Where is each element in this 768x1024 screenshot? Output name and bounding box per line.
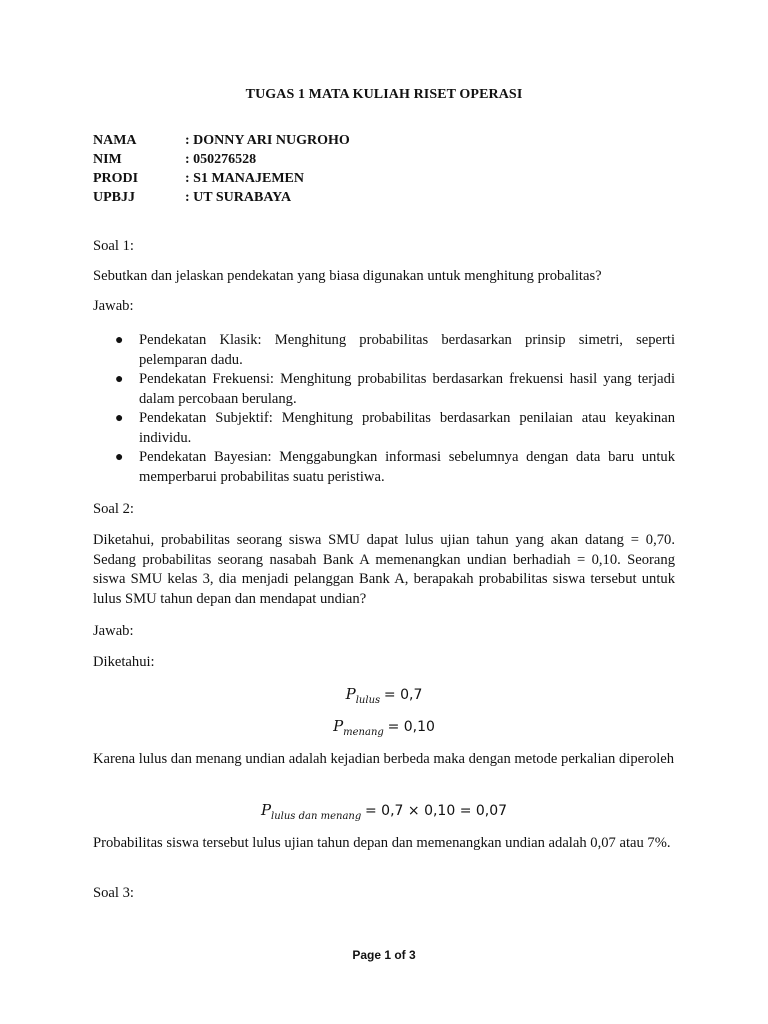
list-item-text: Pendekatan Bayesian: Menggabungkan informasi sebelumnya dengan data baru untuk memperbarui probabilitas suatu peristiwa. [139,449,675,485]
approach-list [93,331,675,487]
soal2-heading: Soal 2: [93,501,134,517]
soal3-heading: Soal 3: [93,885,134,901]
soal1-answer-label: Jawab: [93,298,134,314]
formula-symbol: P [260,801,272,819]
info-label: UPBJJ [93,190,135,205]
info-row-prodi [93,169,350,188]
document-title: TUGAS 1 MATA KULIAH RISET OPERASI [245,87,523,102]
list-item [93,331,675,370]
formula-symbol: P [333,717,344,735]
list-item [93,370,675,409]
bullet-icon: ● [115,372,124,387]
info-value: : S1 MANAJEMEN [185,171,304,186]
soal2-answer-label: Jawab: [93,623,134,639]
soal1-heading: Soal 1: [93,238,134,254]
formula-subscript: menang [343,727,384,738]
list-item-text: Pendekatan Frekuensi: Menghitung probabilitas berdasarkan frekuensi hasil yang terjadi dalam percobaan berulang. [139,371,675,407]
bullet-icon: ● [115,411,124,426]
info-value: : UT SURABAYA [185,190,292,205]
soal1-question: Sebutkan dan jelaskan pendekatan yang biasa digunakan untuk menghitung probalitas? [93,268,602,284]
info-row-nama [93,131,350,150]
info-label: NAMA [93,133,137,148]
formula-rhs: = 0,7 × 0,10 = 0,07 [365,803,508,819]
soal2-known-label: Diketahui: [93,654,155,670]
formula-subscript: lulus dan menang [271,811,362,822]
list-item-text: Pendekatan Klasik: Menghitung probabilitas berdasarkan prinsip simetri, seperti pelemparan dadu. [139,332,675,368]
soal2-question: Diketahui, probabilitas seorang siswa SMU dapat lulus ujian tahun yang akan datang = 0,70. Sedang probabilitas seorang nasabah Bank A memenangkan undian berhadiah = 0,10. Seorang siswa SMU kelas 3, dia menjadi pelanggan Bank A, berapakah probabilitas siswa tersebut untuk lulus SMU tahun depan dan mendapat undian? [93,532,675,607]
formula-symbol: P [345,685,356,703]
info-label: PRODI [93,171,139,186]
formula-rhs: = 0,10 [387,719,435,735]
bullet-icon: ● [115,450,124,465]
formula-subscript: lulus [355,695,381,706]
info-label: NIM [93,152,122,167]
student-info [93,131,350,207]
soal2-explanation: Karena lulus dan menang undian adalah kejadian berbeda maka dengan metode perkalian diperoleh [93,751,675,767]
info-row-nim [93,150,350,169]
formula-p-menang [0,716,768,743]
info-row-upbjj [93,188,350,207]
formula-rhs: = 0,7 [383,687,423,703]
info-value: : 050276528 [185,152,257,167]
info-value: : DONNY ARI NUGROHO [185,133,350,148]
formula-p-lulus [0,684,768,711]
list-item-text: Pendekatan Subjektif: Menghitung probabilitas berdasarkan penilaian atau keyakinan individu. [139,410,675,446]
formula-p-joint [0,800,768,827]
list-item [93,448,675,487]
soal2-conclusion: Probabilitas siswa tersebut lulus ujian tahun depan dan memenangkan undian adalah 0,07 atau 7%. [93,835,671,851]
list-item [93,409,675,448]
bullet-icon: ● [115,333,124,348]
page-number: Page 1 of 3 [352,948,416,962]
